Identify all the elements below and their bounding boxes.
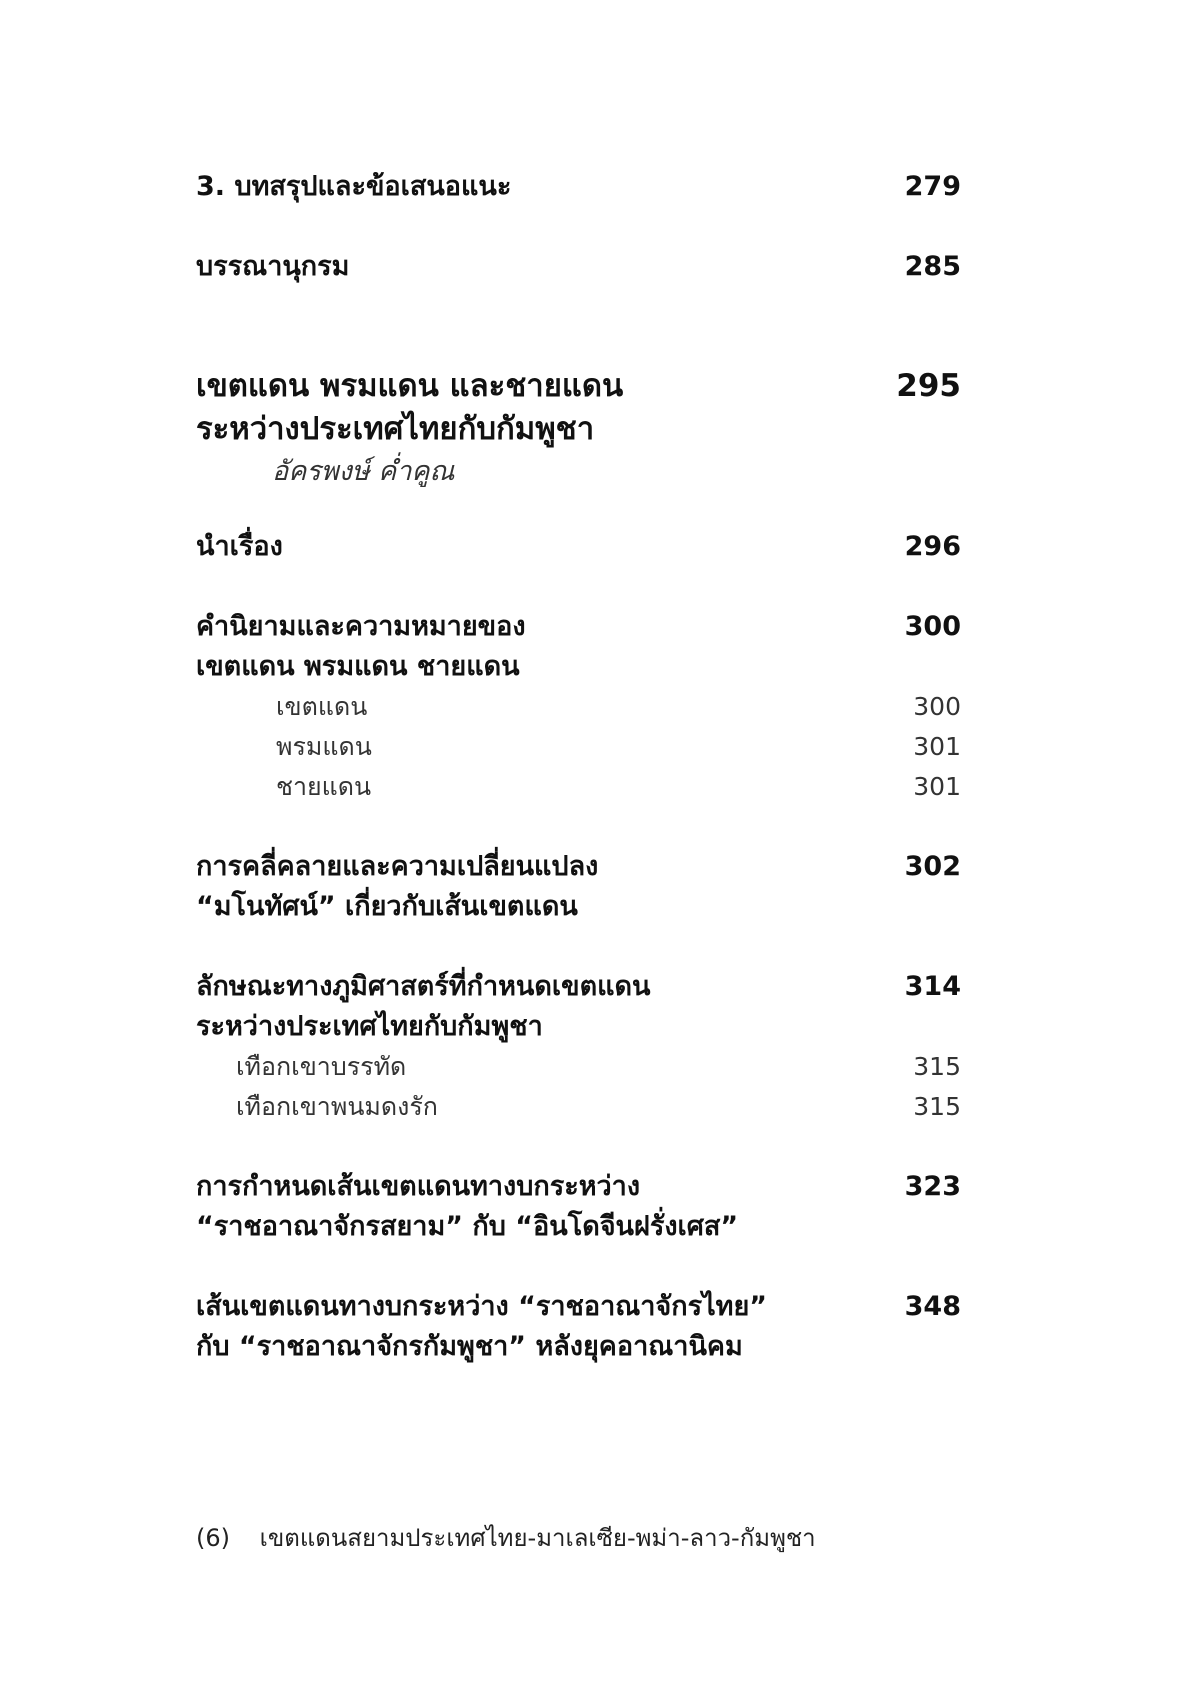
toc-entry-title: ลักษณะทางภูมิศาสตร์ที่กำหนดเขตแดน [196, 971, 651, 1002]
chapter-title-line1: เขตแดน พรมแดน และชายแดน [196, 368, 624, 404]
toc-entry-title: คำนิยามและความหมายของ [196, 611, 526, 642]
chapter-title-line2: ระหว่างประเทศไทยกับกัมพูชา [196, 411, 595, 447]
toc-entry-title: การคลี่คลายและความเปลี่ยนแปลง [196, 851, 599, 882]
toc-entry-title: เส้นเขตแดนทางบกระหว่าง “ราชอาณาจักรไทย” [196, 1291, 768, 1322]
toc-subentry-page: 301 [913, 732, 961, 761]
toc-subentry-page: 315 [913, 1052, 961, 1081]
toc-subentry-page: 315 [913, 1092, 961, 1121]
toc-entry-page: 285 [904, 251, 961, 282]
toc-entry-title: นำเรื่อง [196, 531, 283, 562]
toc-entry-page: 300 [904, 611, 961, 642]
footer-page-number: (6) [196, 1524, 230, 1552]
toc-entry-page: 302 [904, 851, 961, 882]
toc-entry-title: บรรณานุกรม [196, 251, 350, 282]
toc-entry-title: การกำหนดเส้นเขตแดนทางบกระหว่าง [196, 1171, 641, 1202]
toc-entry-page: 279 [904, 171, 961, 202]
chapter-author: อัครพงษ์ ค่ำคูณ [272, 456, 455, 487]
toc-entry-page: 348 [904, 1291, 961, 1322]
toc-entry-title-line2: เขตแดน พรมแดน ชายแดน [196, 651, 520, 682]
toc-entry-title-line2: กับ “ราชอาณาจักรกัมพูชา” หลังยุคอาณานิคม [196, 1331, 743, 1362]
toc-subentry-title: เทือกเขาบรรทัด [236, 1052, 407, 1081]
toc-subentry-title: เขตแดน [276, 692, 368, 721]
chapter-page: 295 [896, 368, 961, 404]
toc-entry-title-line2: ระหว่างประเทศไทยกับกัมพูชา [196, 1011, 543, 1042]
toc-entry-title: 3. บทสรุปและข้อเสนอแนะ [196, 171, 512, 202]
toc-entry-page: 323 [904, 1171, 961, 1202]
toc-subentry-title: ชายแดน [276, 772, 372, 801]
toc-entry-title-line2: “ราชอาณาจักรสยาม” กับ “อินโดจีนฝรั่งเศส” [196, 1211, 739, 1242]
toc-subentry-page: 300 [913, 692, 961, 721]
toc-entry-title-line2: “มโนทัศน์” เกี่ยวกับเส้นเขตแดน [196, 891, 578, 922]
toc-entry-page: 314 [904, 971, 961, 1002]
page-footer [196, 1516, 816, 1560]
toc-subentry-title: พรมแดน [276, 732, 372, 761]
toc-subentry-page: 301 [913, 772, 961, 801]
footer-book-title: เขตแดนสยามประเทศไทย-มาเลเซีย-พม่า-ลาว-กัมพูชา [259, 1524, 816, 1552]
toc-entry-page: 296 [904, 531, 961, 562]
toc-subentry-title: เทือกเขาพนมดงรัก [236, 1092, 438, 1121]
